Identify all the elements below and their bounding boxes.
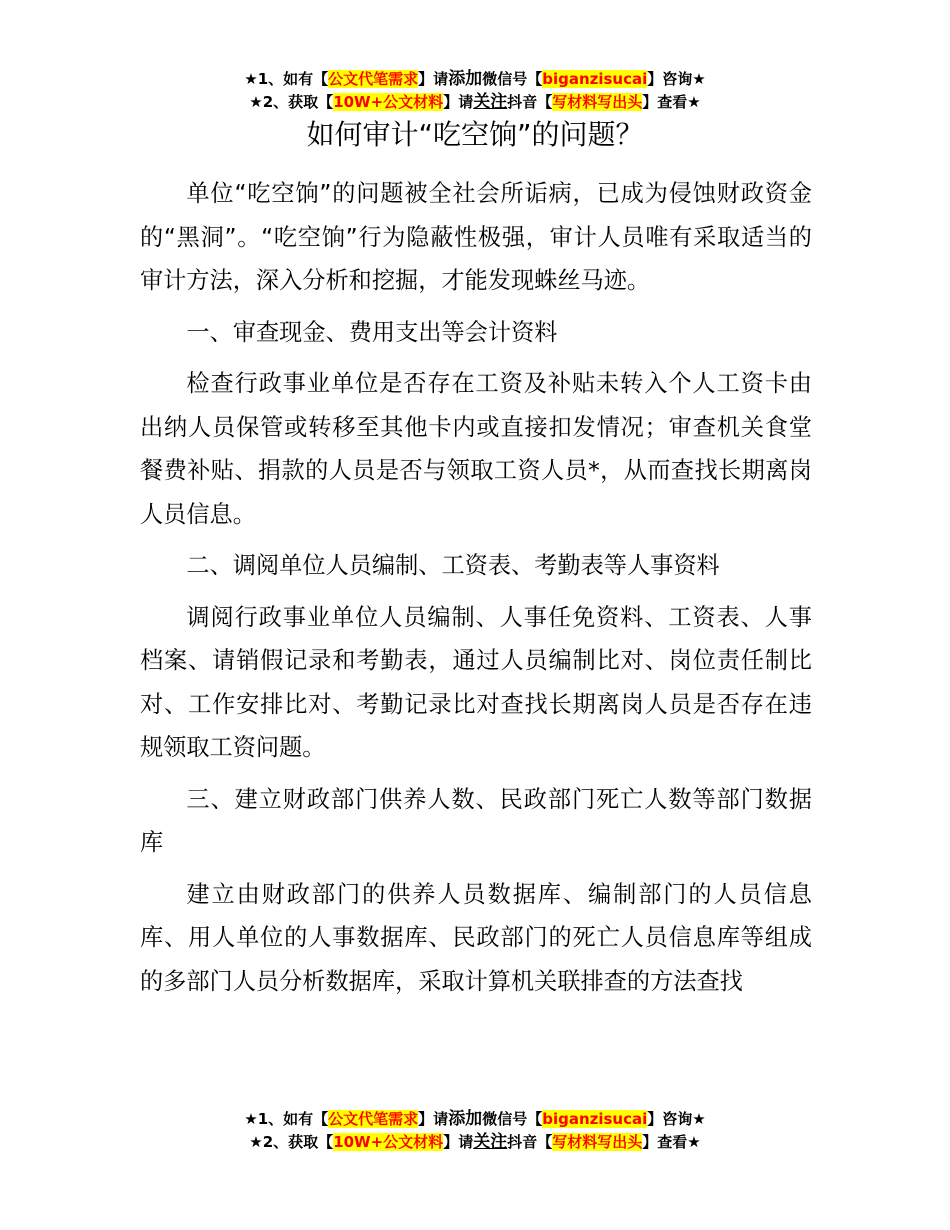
- ad-text: 】请: [418, 70, 449, 88]
- section-paragraph-2: 调阅行政事业单位人员编制、人事任免资料、工资表、人事档案、请销假记录和考勤表，通过人员编制比对、岗位责任制比对、工作安排比对、考勤记录比对查找长期离岗人员是否存在违规领取工资问题。: [140, 603, 812, 761]
- intro-paragraph: 单位“吃空饷”的问题被全社会所诟病，已成为侵蚀财政资金的“黑洞”。“吃空饷”行为隐蔽性极强，审计人员唯有采取适当的审计方法，深入分析和挖掘，才能发现蛛丝马迹。: [140, 180, 812, 294]
- section-heading-2: 二、调阅单位人员编制、工资表、考勤表等人事资料: [186, 552, 720, 579]
- ad-highlight: 公文代笔需求: [328, 70, 419, 88]
- footer-ad-line-2: [0, 1131, 950, 1153]
- ad-text: ★1、如有【: [244, 70, 329, 88]
- ad-emphasis: 添加: [448, 1109, 483, 1129]
- document-body: [140, 172, 812, 1003]
- footer-ad-line-1: [0, 1108, 950, 1130]
- ad-text: 】请: [418, 1110, 449, 1128]
- page-title: 如何审计“吃空饷”的问题？: [306, 118, 644, 151]
- section-heading-1: 一、审查现金、费用支出等会计资料: [186, 318, 558, 346]
- header-ad-line-2: [0, 91, 950, 113]
- ad-highlight: 10W+公文材料: [333, 93, 444, 111]
- ad-text: ★2、获取【: [249, 93, 334, 111]
- ad-text: ★2、获取【: [249, 1133, 334, 1151]
- ad-highlight: 公文代笔需求: [328, 1110, 419, 1128]
- ad-emphasis: 添加: [448, 69, 483, 89]
- section-paragraph-3: 建立由财政部门的供养人员数据库、编制部门的人员信息库、用人单位的人事数据库、民政部门的死亡人员信息库等组成的多部门人员分析数据库，采取计算机关联排查的方法查找: [140, 880, 812, 995]
- ad-highlight-wechat-id: biganzisucai: [542, 70, 648, 88]
- section-paragraph-1: 检查行政事业单位是否存在工资及补贴未转入个人工资卡由出纳人员保管或转移至其他卡内或直接扣发情况；审查机关食堂餐费补贴、捐款的人员是否与领取工资人员*，从而查找长期离岗人员信息。: [140, 370, 812, 528]
- section-heading-3: 三、建立财政部门供养人数、民政部门死亡人数等部门数据库: [140, 785, 812, 856]
- ad-highlight: 10W+公文材料: [333, 1133, 444, 1151]
- ad-text: 】请: [443, 1133, 474, 1151]
- ad-text: 】咨询★: [647, 70, 706, 88]
- ad-emphasis: 关注: [473, 1132, 508, 1152]
- ad-highlight-douyin: 写材料写出头: [552, 1133, 643, 1151]
- ad-highlight-wechat-id: biganzisucai: [542, 1110, 648, 1128]
- ad-text: 】查看★: [642, 1133, 701, 1151]
- header-ad-line-1: [0, 68, 950, 90]
- ad-text: 】咨询★: [647, 1110, 706, 1128]
- ad-text: 】请: [443, 93, 474, 111]
- ad-highlight-douyin: 写材料写出头: [552, 93, 643, 111]
- ad-text: 】查看★: [642, 93, 701, 111]
- ad-emphasis: 关注: [473, 92, 508, 112]
- ad-text: 微信号【: [482, 70, 543, 88]
- ad-text: 抖音【: [507, 93, 553, 111]
- ad-text: 抖音【: [507, 1133, 553, 1151]
- ad-text: 微信号【: [482, 1110, 543, 1128]
- ad-text: ★1、如有【: [244, 1110, 329, 1128]
